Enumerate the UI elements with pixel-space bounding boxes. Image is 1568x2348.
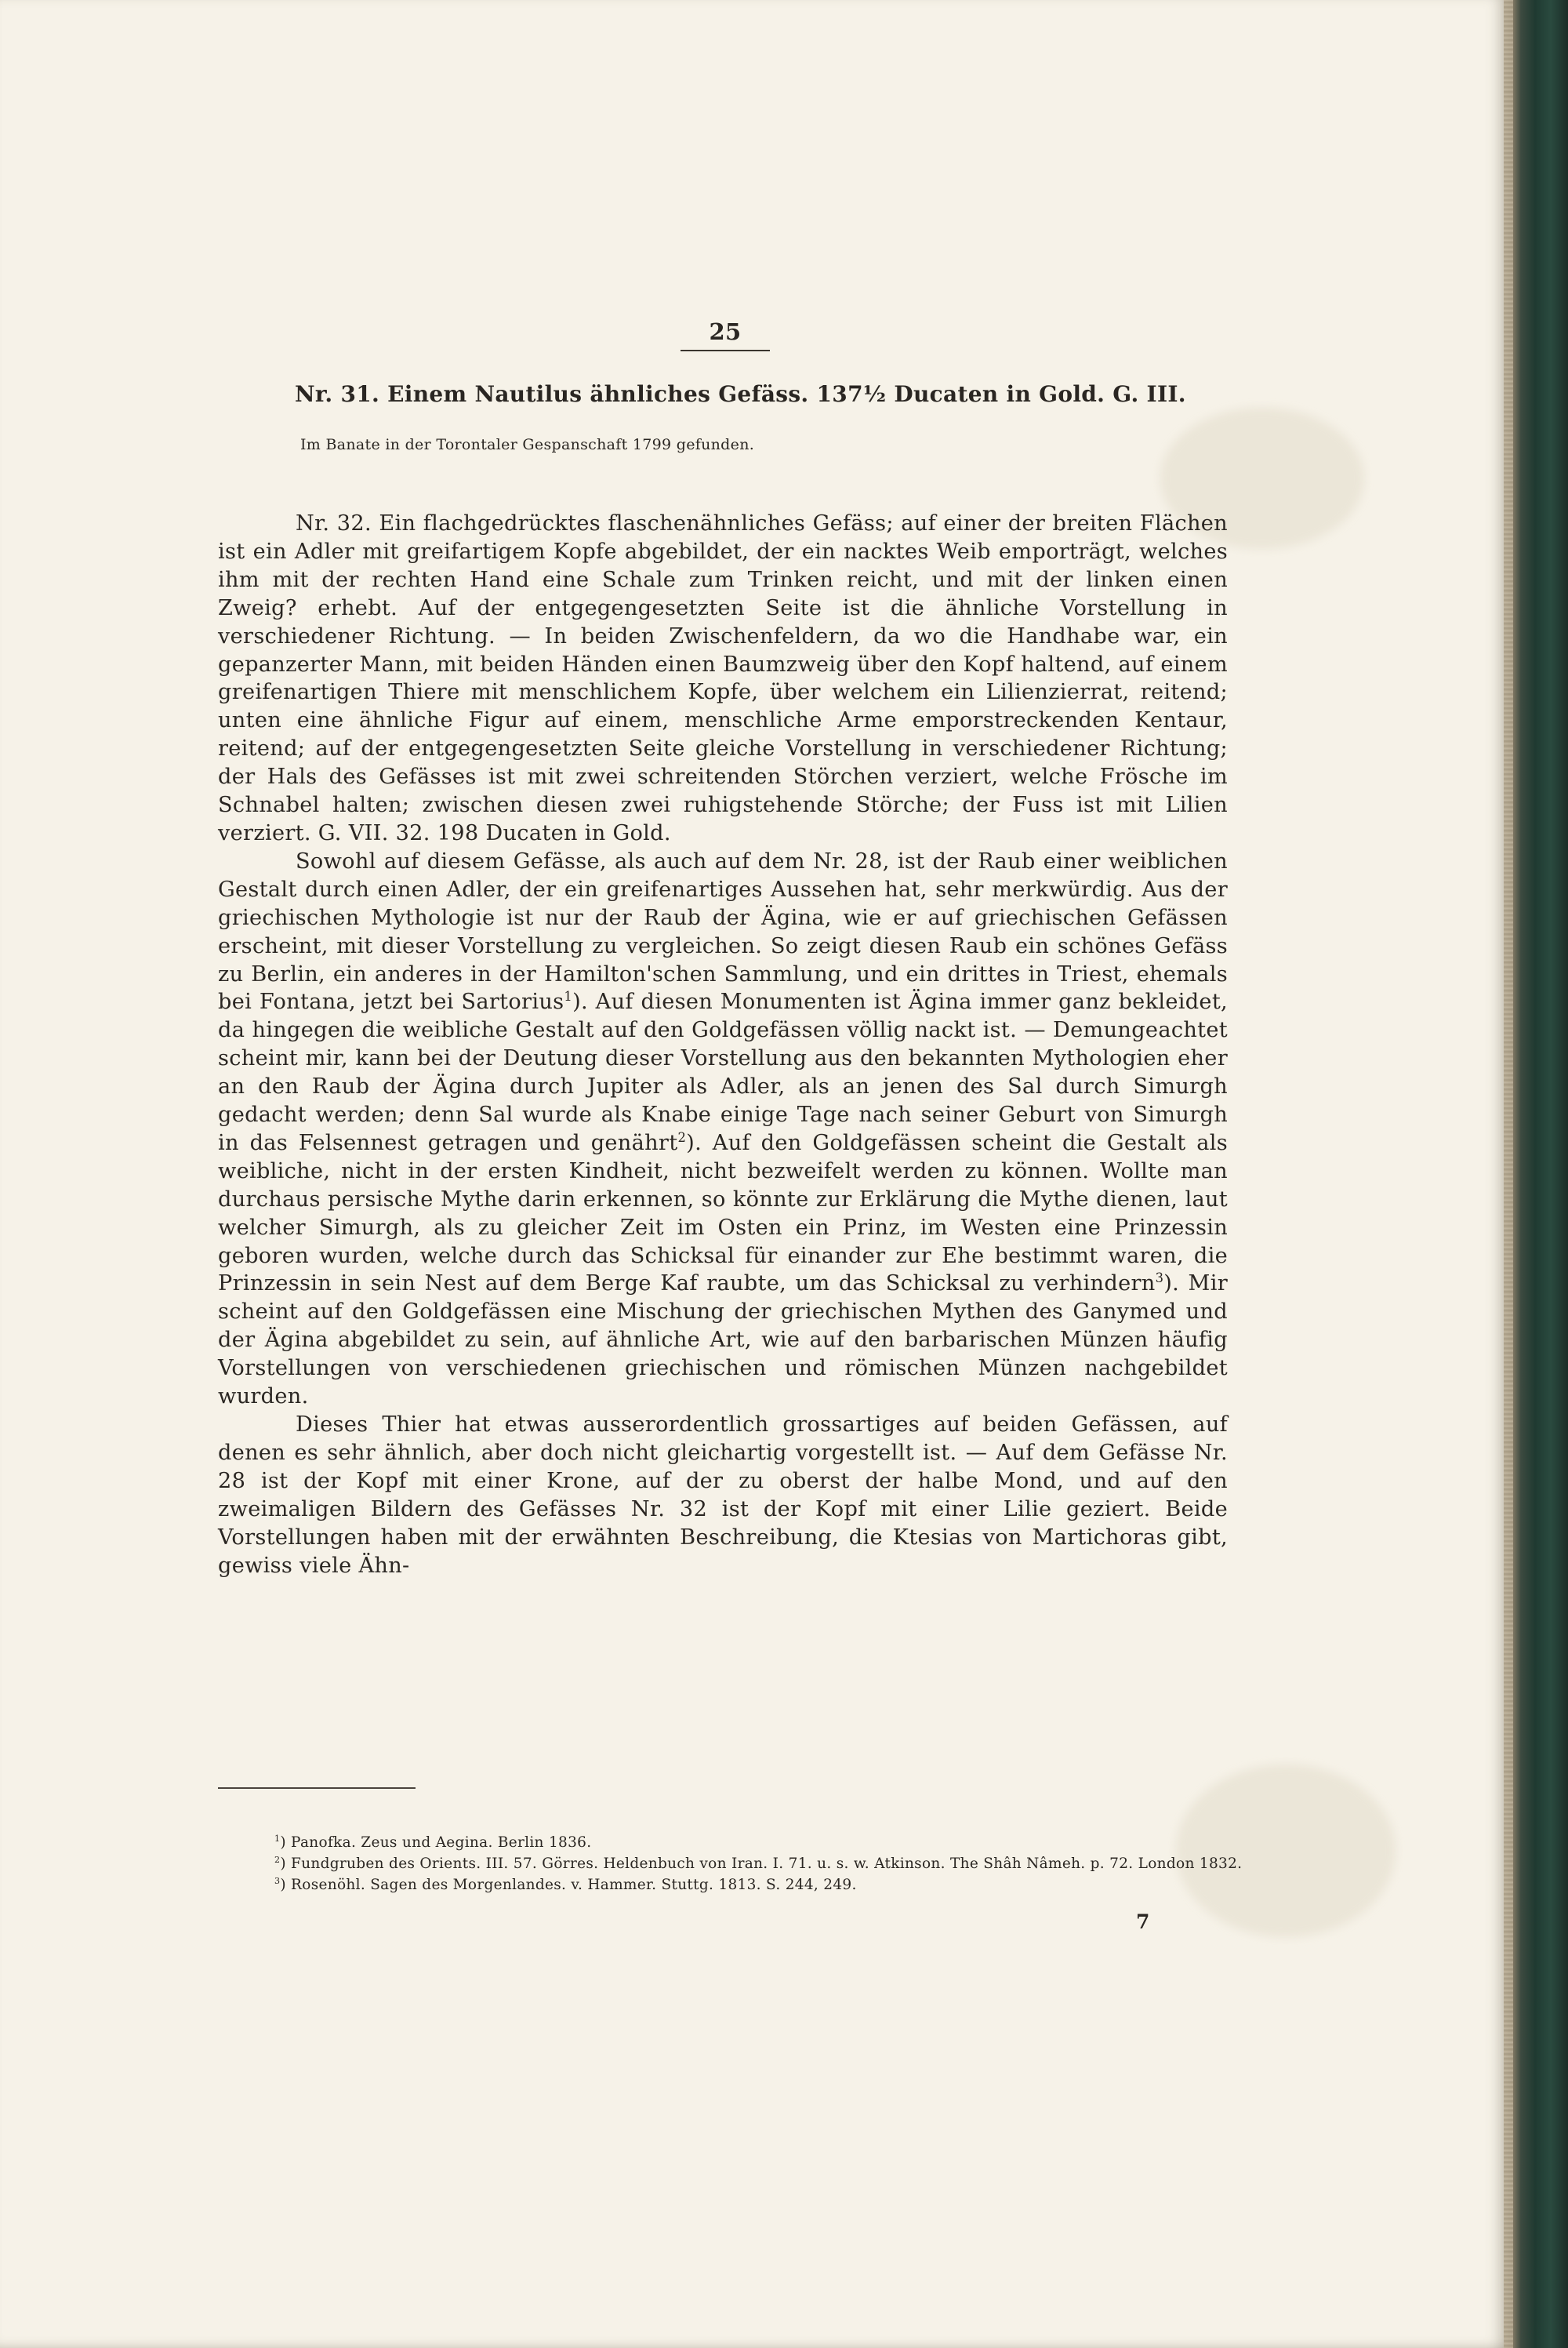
- paragraph-raub-comparison: [218, 848, 1228, 1411]
- paragraph-text: Nr. 32. Ein flachgedrücktes flaschenähnliches Gefäss; auf einer der breiten Flächen ist ein Adler mit greifartigem Kopfe abgebildet, der ein nacktes Weib emporträgt, welches ihm mit der rechten Hand eine Schale zum Trinken reicht, und mit der linken einen Zweig? erhebt. Auf der entgegengesetzten Seite ist die ähnliche Vorstellung in verschiedener Richtung. — In beiden Zwischenfeldern, da wo die Handhabe war, ein gepanzerter Mann, mit beiden Händen einen Baumzweig über den Kopf haltend, auf einem greifenartigen Thiere mit menschlichem Kopfe, über welchem ein Lilienzierrat, reitend; unten eine ähnliche Figur auf einem, menschliche Arme emporstreckenden Kentaur, reitend; auf der entgegengesetzten Seite gleiche Vorstellung in verschiedener Richtung; der Hals des Gefässes ist mit zwei schreitenden Störchen verziert, welche Frösche im Schnabel halten; zwischen diesen zwei ruhigstehende Störche; der Fuss ist mit Lilien verziert. G. VII. 32. 198 Ducaten in Gold.: [218, 511, 1228, 845]
- footnote-text: ) Fundgruben des Orients. III. 57. Görres. Heldenbuch von Iran. I. 71. u. s. w. Atkinson. The Shâh Nâmeh. p. 72. London 1832.: [280, 1856, 1243, 1872]
- paragraph-text: ). Mir scheint auf den Goldgefässen eine Mischung der griechischen Mythen des Ganymed und der Ägina abgebildet zu sein, auf ähnliche Art, wie auf den barbarischen Münzen häufig Vorstellungen von verschiedenen griechischen und römischen Münzen nachgebildet wurden.: [218, 1271, 1228, 1409]
- paragraph-text: ). Auf den Goldgefässen scheint die Gestalt als weibliche, nicht in der ersten Kindheit, nicht bezweifelt werden zu können. Wollte man durchaus persische Mythe darin erkennen, so könnte zur Erklärung die Mythe dienen, laut welcher Simurgh, als zu gleicher Zeit im Osten ein Prinz, im Westen eine Prinzessin geboren wurden, welche durch das Schicksal für einander zur Ehe bestimmt waren, die Prinzessin in sein Nest auf dem Berge Kaf raubte, um das Schicksal zu verhindern: [218, 1130, 1229, 1296]
- page-edges: [1504, 0, 1513, 2348]
- footnote-mark: 1: [274, 1833, 281, 1844]
- body-text: [218, 510, 1228, 1579]
- footnote-3: [274, 1874, 1215, 1895]
- footnote-ref[interactable]: 1: [564, 989, 573, 1005]
- signature-mark: 7: [1136, 1910, 1150, 1933]
- entry-31-findspot: Im Banate in der Torontaler Gespanschaft 1799 gefunden.: [300, 436, 755, 453]
- footnote-2: [274, 1853, 1243, 1874]
- paragraph-text: Sowohl auf diesem Gefässe, als auch auf dem Nr. 28, ist der Raub einer weiblichen Gestalt durch einen Adler, der ein greifenartiges Aussehen hat, sehr merkwürdig. Aus der griechischen Mythologie ist nur der Raub der Ägina, wie er auf griechischen Gefässen erscheint, mit dieser Vorstellung zu vergleichen. So zeigt diesen Raub ein schönes Gefäss zu Berlin, ein anderes in der Hamilton'schen Sammlung, und ein drittes in Triest, ehemals bei Fontana, jetzt bei Sartorius: [218, 849, 1228, 1015]
- footnotes: [274, 1832, 1243, 1895]
- footnote-text: ) Rosenöhl. Sagen des Morgenlandes. v. Hammer. Stuttg. 1813. S. 244, 249.: [280, 1877, 857, 1893]
- footnote-ref[interactable]: 3: [1155, 1270, 1164, 1286]
- paragraph-text: ). Auf diesen Monumenten ist Ägina immer ganz bekleidet, da hingegen die weibliche Gestalt auf den Goldgefässen völlig nackt ist. — Demungeachtet scheint mir, kann bei der Deutung dieser Vorstellung aus den bekannten Mythologien eher an den Raub der Ägina durch Jupiter als Adler, als an jenen des Sal durch Simurgh gedacht werden; denn Sal wurde als Knabe einige Tage nach seiner Geburt von Simurgh in das Felsennest getragen und genährt: [218, 990, 1228, 1155]
- paragraph-text: Dieses Thier hat etwas ausserordentlich grossartiges auf beiden Gefässen, auf denen es sehr ähnlich, aber doch nicht gleichartig vorgestellt ist. — Auf dem Gefässe Nr. 28 ist der Kopf mit einer Krone, auf der zu oberst der halbe Mond, und auf den zweimaligen Bildern des Gefässes Nr. 32 ist der Kopf mit einer Lilie geziert. Beide Vorstellungen haben mit der erwähnten Beschreibung, die Ktesias von Martichoras gibt, gewiss viele Ähn-: [218, 1412, 1228, 1578]
- entry-31-heading: Nr. 31. Einem Nautilus ähnliches Gefäss. 137½ Ducaten in Gold. G. III.: [295, 381, 1186, 407]
- page-number-rule: [681, 350, 770, 351]
- footnote-text: ) Panofka. Zeus und Aegina. Berlin 1836.: [280, 1834, 592, 1851]
- paragraph-entry-32: [218, 510, 1228, 848]
- footnote-1: [274, 1832, 1215, 1853]
- footnote-mark: 2: [274, 1854, 281, 1865]
- footnote-mark: 3: [274, 1875, 281, 1886]
- paragraph-thier: [218, 1411, 1228, 1579]
- page-number: 25: [709, 318, 742, 345]
- footnote-separator: [218, 1787, 416, 1789]
- footnote-ref[interactable]: 2: [677, 1129, 687, 1145]
- book-binding: [1504, 0, 1568, 2348]
